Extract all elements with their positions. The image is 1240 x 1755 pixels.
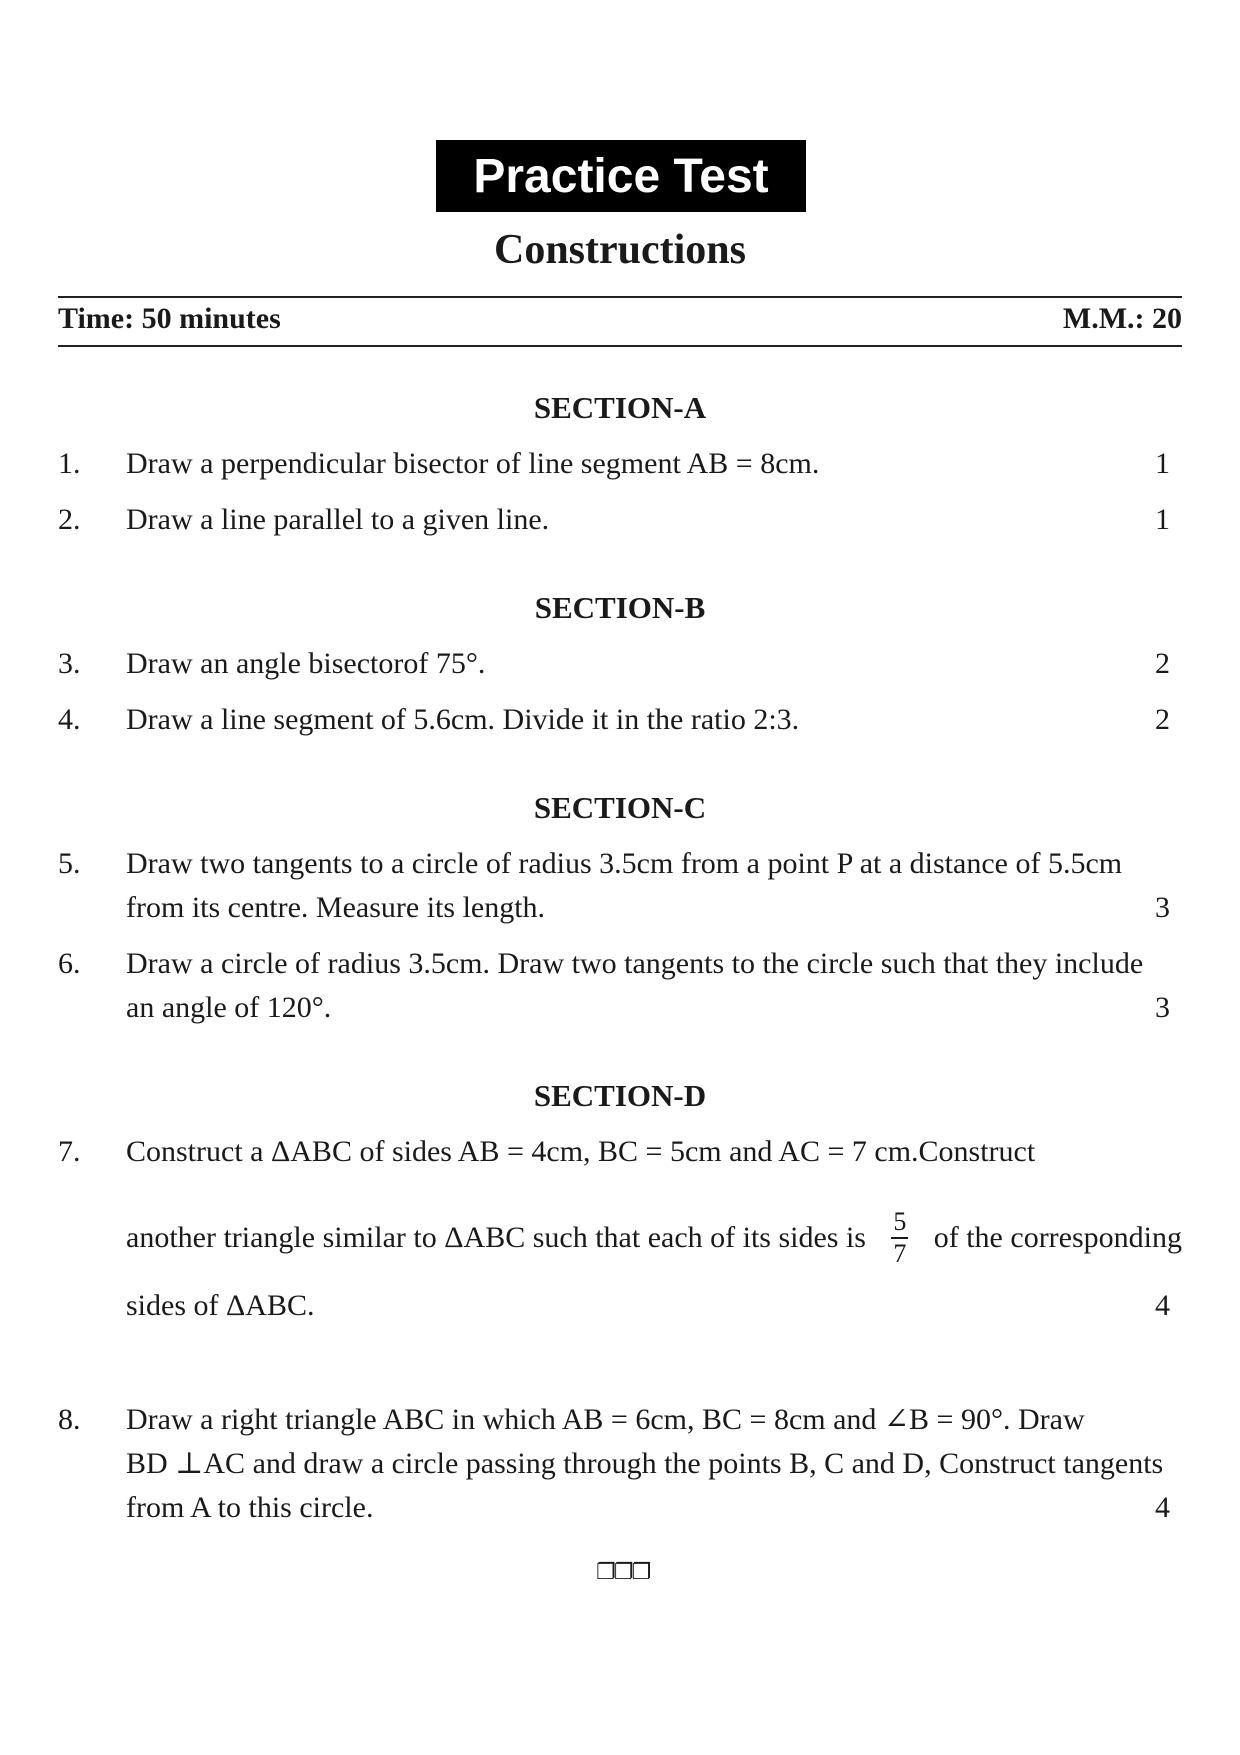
question-text: Draw a line segment of 5.6cm. Divide it in the ratio 2:3. <box>126 703 800 736</box>
question-text-line: Draw a circle of radius 3.5cm. Draw two tangents to the circle such that they include <box>126 947 1144 980</box>
question-marks: 1 <box>1155 503 1170 536</box>
question-marks: 4 <box>1155 1491 1170 1524</box>
question-text-line: Draw a right triangle ABC in which AB = 6cm, BC = 8cm and ∠B = 90°. Draw <box>126 1403 1085 1436</box>
fraction-denominator: 7 <box>893 1239 907 1268</box>
question-7 <box>58 1130 1182 1340</box>
chapter-subtitle: Constructions <box>493 227 747 273</box>
section-c-heading: SECTION-C <box>533 790 707 825</box>
question-5 <box>58 842 1182 930</box>
question-text: Draw a perpendicular bisector of line segment AB = 8cm. <box>126 447 820 480</box>
question-number: 5. <box>58 847 81 880</box>
question-text: Draw an angle bisectorof 75°. <box>126 647 486 680</box>
question-text <box>126 942 1182 1030</box>
question-text-line: from A to this circle. <box>126 1491 374 1524</box>
question-number: 8. <box>58 1403 81 1436</box>
question-marks: 4 <box>1155 1289 1170 1322</box>
question-text-line: Draw two tangents to a circle of radius 3.5cm from a point P at a distance of 5.5cm <box>126 847 1123 880</box>
question-marks: 3 <box>1155 991 1170 1024</box>
page-title-banner: Practice Test <box>436 140 806 212</box>
max-marks: M.M.: 20 <box>1062 302 1182 335</box>
header-rule-bottom <box>58 345 1182 347</box>
question-number: 4. <box>58 703 81 736</box>
question-8 <box>58 1398 1182 1530</box>
question-number: 1. <box>58 447 81 480</box>
question-text <box>126 842 1182 930</box>
question-number: 7. <box>58 1135 81 1168</box>
question-text-line: sides of ΔABC. <box>126 1289 315 1322</box>
fraction <box>891 1207 908 1269</box>
question-marks: 1 <box>1155 447 1170 480</box>
question-marks: 2 <box>1155 703 1170 736</box>
section-a-heading: SECTION-A <box>533 390 707 425</box>
question-6 <box>58 942 1182 1030</box>
question-text-fragment: another triangle similar to ΔABC such that each of its sides is <box>126 1221 866 1254</box>
header-rule-top <box>58 296 1182 298</box>
question-text-line: BD ⊥AC and draw a circle passing through the points B, C and D, Construct tangents <box>126 1447 1164 1480</box>
section-b-heading: SECTION-B <box>534 590 706 625</box>
question-text: Draw a line parallel to a given line. <box>126 503 550 536</box>
end-of-test-mark: ❐❐❐ <box>596 1560 650 1585</box>
question-text-fragment: of the corresponding <box>933 1221 1182 1254</box>
question-number: 2. <box>58 503 81 536</box>
question-number: 3. <box>58 647 81 680</box>
question-text <box>126 1398 1182 1530</box>
question-number: 6. <box>58 947 81 980</box>
question-marks: 2 <box>1155 647 1170 680</box>
question-marks: 3 <box>1155 891 1170 924</box>
question-text <box>126 1130 1182 1328</box>
question-text-line: from its centre. Measure its length. <box>126 891 546 924</box>
time-allowed: Time: 50 minutes <box>58 302 281 335</box>
question-text-line: Construct a ΔABC of sides AB = 4cm, BC = 5cm and AC = 7 cm.Construct <box>126 1135 1036 1168</box>
fraction-numerator: 5 <box>891 1207 908 1239</box>
section-d-heading: SECTION-D <box>533 1078 707 1113</box>
question-text-line: an angle of 120°. <box>126 991 332 1024</box>
question-text-line <box>126 1207 1182 1268</box>
